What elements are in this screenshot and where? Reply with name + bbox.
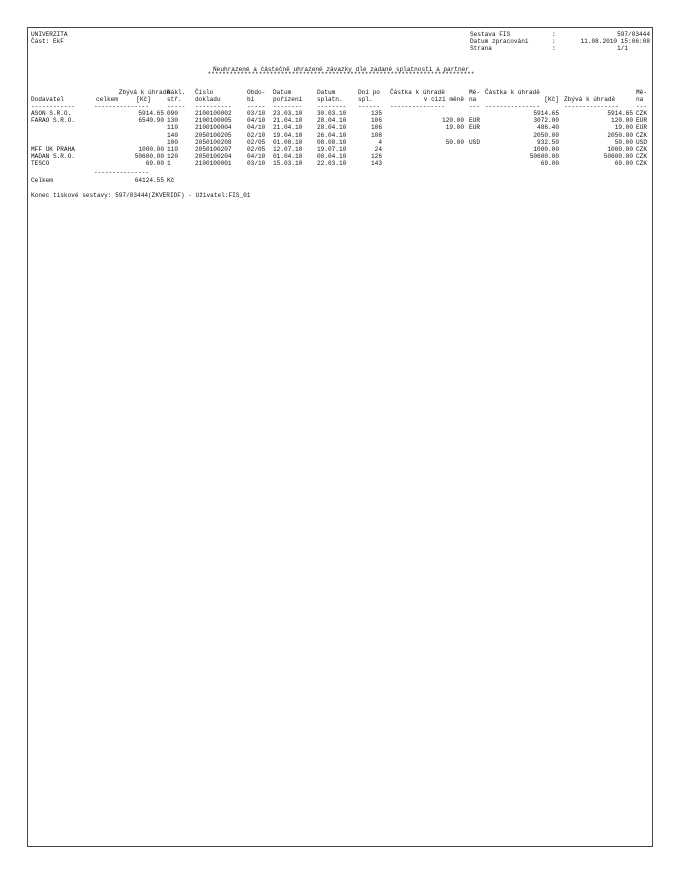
cell-cost-center: 120	[167, 153, 178, 161]
column-header-cost-center-2: stř.	[167, 96, 182, 103]
column-header-currency-2: Mě-	[636, 89, 647, 96]
cell-currency: USD	[469, 138, 480, 146]
cell-document: 2050100208	[195, 138, 232, 146]
cell-currency-2: EUR	[636, 124, 647, 132]
header-separator: ---	[636, 103, 647, 110]
cell-cost-center: 140	[167, 131, 178, 139]
cell-amount-czk: 1000.00	[533, 146, 559, 153]
cell-currency: EUR	[469, 117, 480, 125]
cell-document: 2100100004	[195, 124, 232, 132]
cell-cost-center: 130	[167, 117, 178, 125]
report-title: Neuhrazené a částečně uhrazené závazky dle zadané splatnosti a partner	[213, 66, 469, 73]
cell-foreign-amount: 120.00	[442, 117, 464, 125]
column-header-currency-b: na	[469, 96, 477, 103]
table-row	[28, 117, 654, 124]
processing-date-label: Datum zpracování	[470, 38, 529, 45]
cell-foreign-amount: 19.00	[445, 124, 464, 132]
cell-document: 2050100205	[195, 131, 232, 139]
report-id-value: 597/03444	[617, 31, 650, 38]
cell-created: 23.03.10	[273, 110, 303, 117]
cell-days-overdue: 4	[378, 138, 382, 146]
column-header-foreign-amount-2: v cizí měně	[423, 96, 464, 103]
header-separator: ---	[469, 103, 480, 110]
column-header-currency: Mě-	[469, 89, 480, 96]
report-id-label: Sestava FIS	[470, 31, 511, 38]
table-row	[28, 132, 654, 139]
cell-document: 2100100001	[195, 160, 232, 168]
column-header-created-2: pořízení	[273, 96, 303, 103]
cell-due: 28.04.10	[317, 117, 347, 125]
header-separator: -----	[167, 103, 186, 110]
cell-currency-2: EUR	[636, 117, 647, 125]
cell-days-overdue: 143	[371, 160, 382, 168]
cell-amount-czk: 3072.00	[533, 117, 559, 125]
table-row	[28, 110, 654, 117]
table-row	[28, 146, 654, 153]
cell-due: 26.04.10	[317, 131, 347, 139]
cell-currency-2: CZK	[636, 110, 647, 117]
cell-cost-center: 110	[167, 124, 178, 132]
cell-due: 28.04.10	[317, 124, 347, 132]
cell-supplier: MADAN S.R.O.	[31, 153, 75, 161]
cell-currency-2: USD	[636, 138, 647, 146]
cell-amount-czk: 50600.00	[529, 153, 559, 161]
cell-due: 08.04.10	[317, 153, 347, 161]
cell-remaining-total: 5914.65	[138, 110, 164, 117]
cell-supplier: TESCO	[31, 160, 50, 168]
report-table-body	[28, 110, 654, 170]
cell-remaining: 50.00	[614, 138, 633, 146]
cell-created: 01.04.10	[273, 153, 303, 161]
header-separator: ------------	[31, 103, 75, 110]
cell-document: 2100100002	[195, 110, 232, 117]
cell-cost-center: 1	[167, 160, 171, 168]
total-separator: ---------------	[94, 169, 149, 176]
report-end-line: Konec tiskové sestavy: 597/03444(ZKVERIDF) - Uživatel:FIS_01	[31, 192, 251, 199]
column-header-period-2: bí	[247, 96, 255, 103]
cell-due: 08.08.10	[317, 138, 347, 146]
processing-date-value: 11.08.2010 15:06:08	[580, 38, 650, 45]
cell-amount-czk: 69.00	[540, 160, 559, 168]
cell-days-overdue: 108	[371, 131, 382, 139]
cell-amount-czk: 932.50	[537, 138, 559, 146]
total-currency: Kč	[167, 177, 175, 184]
cell-document: 2050100204	[195, 153, 232, 161]
cell-due: 30.03.10	[317, 110, 347, 117]
column-header-due-2: splatn.	[317, 96, 343, 103]
cell-period: 02/10	[247, 131, 266, 139]
report-page	[27, 27, 653, 847]
cell-period: 03/10	[247, 160, 266, 168]
cell-days-overdue: 106	[371, 117, 382, 125]
cell-supplier: MFF UK PRAHA	[31, 146, 75, 153]
organization-name: UNIVERZITA	[31, 31, 68, 38]
cell-period: 03/10	[247, 110, 266, 117]
cell-created: 21.04.10	[273, 117, 303, 125]
column-header-amount-czk: Částka k úhradě	[485, 89, 540, 96]
column-header-days-overdue-2: spl.	[358, 96, 373, 103]
column-header-amount-czk-unit: [Kč]	[544, 96, 559, 103]
cell-amount-czk: 486.40	[537, 124, 559, 132]
header-separator: --------	[273, 103, 303, 110]
organization-part: Část: EkF	[31, 38, 64, 45]
cell-days-overdue: 106	[371, 124, 382, 132]
cell-remaining-total: 69.00	[145, 160, 164, 168]
colon: :	[552, 45, 556, 52]
cell-remaining: 50600.00	[603, 153, 633, 161]
column-header-currency-2b: na	[636, 96, 644, 103]
table-row	[28, 139, 654, 146]
colon: :	[552, 38, 556, 45]
column-header-supplier: Dodavatel	[31, 96, 64, 103]
cell-document: 2100100005	[195, 117, 232, 125]
cell-remaining: 120.00	[611, 117, 633, 125]
cell-due: 19.07.10	[317, 146, 347, 153]
cell-currency-2: CZK	[636, 160, 647, 168]
header-separator: ---------------	[390, 103, 445, 110]
cell-remaining-total: 50600.00	[134, 153, 164, 161]
column-header-days-overdue: Dní po	[358, 89, 380, 96]
cell-remaining: 5914.65	[607, 110, 633, 117]
cell-currency-2: CZK	[636, 146, 647, 153]
colon: :	[552, 31, 556, 38]
cell-amount-czk: 2050.00	[533, 131, 559, 139]
cell-days-overdue: 135	[371, 110, 382, 117]
cell-supplier: FARAO S.R.O.	[31, 117, 75, 125]
cell-created: 15.03.10	[273, 160, 303, 168]
cell-created: 19.04.10	[273, 131, 303, 139]
cell-period: 02/05	[247, 146, 266, 153]
page-label: Strana	[470, 45, 492, 52]
header-separator: ---------------	[94, 103, 149, 110]
cell-cost-center: 100	[167, 138, 178, 146]
cell-currency-2: CZK	[636, 131, 647, 139]
cell-created: 21.04.10	[273, 124, 303, 132]
cell-days-overdue: 126	[371, 153, 382, 161]
cell-created: 12.07.10	[273, 146, 303, 153]
title-underline: *************************************************************************	[207, 71, 475, 78]
cell-due: 22.03.10	[317, 160, 347, 168]
cell-period: 04/10	[247, 153, 266, 161]
header-separator: --------	[317, 103, 347, 110]
column-header-remaining-total-unit: celkem [Kč]	[96, 96, 151, 103]
header-separator: ---------------	[485, 103, 540, 110]
cell-currency-2: CZK	[636, 153, 647, 161]
cell-period: 04/10	[247, 124, 266, 132]
column-header-foreign-amount: Částka k úhradě	[390, 89, 445, 96]
cell-supplier: ASON S.R.O.	[31, 110, 72, 117]
cell-period: 04/10	[247, 117, 266, 125]
table-row	[28, 160, 654, 167]
page-number-value: 1/1	[617, 45, 628, 52]
cell-days-overdue: 24	[374, 146, 382, 153]
column-header-remaining: Zbývá k úhradě	[564, 96, 616, 103]
cell-created: 01.08.10	[273, 138, 303, 146]
table-row	[28, 124, 654, 131]
header-separator: ---------------	[564, 103, 619, 110]
cell-remaining-total: 6540.90	[138, 117, 164, 125]
column-header-document: Číslo	[195, 89, 214, 96]
cell-remaining: 19.00	[614, 124, 633, 132]
cell-cost-center: 110	[167, 146, 178, 153]
cell-remaining: 1000.00	[607, 146, 633, 153]
header-separator: ------	[358, 103, 380, 110]
cell-foreign-amount: 50.00	[445, 138, 464, 146]
cell-remaining-total: 1000.00	[138, 146, 164, 153]
cell-cost-center: 090	[167, 110, 178, 117]
cell-document: 2050100207	[195, 146, 232, 153]
column-header-period: Obdo-	[247, 89, 266, 96]
column-header-created: Datum	[273, 89, 292, 96]
cell-currency: EUR	[469, 124, 480, 132]
cell-amount-czk: 5914.65	[533, 110, 559, 117]
column-header-due: Datum	[317, 89, 336, 96]
total-label: Celkem	[31, 177, 53, 184]
cell-remaining: 69.00	[614, 160, 633, 168]
column-header-document-2: dokladu	[195, 96, 221, 103]
header-separator: ----------	[195, 103, 232, 110]
cell-period: 02/05	[247, 138, 266, 146]
column-header-remaining-total: Zbývá k úhradě	[118, 89, 170, 96]
cell-remaining: 2050.00	[607, 131, 633, 139]
total-value: 64124.55	[134, 177, 164, 184]
table-row	[28, 153, 654, 160]
header-separator: -----	[247, 103, 266, 110]
column-header-cost-center: Nákl.	[167, 89, 186, 96]
